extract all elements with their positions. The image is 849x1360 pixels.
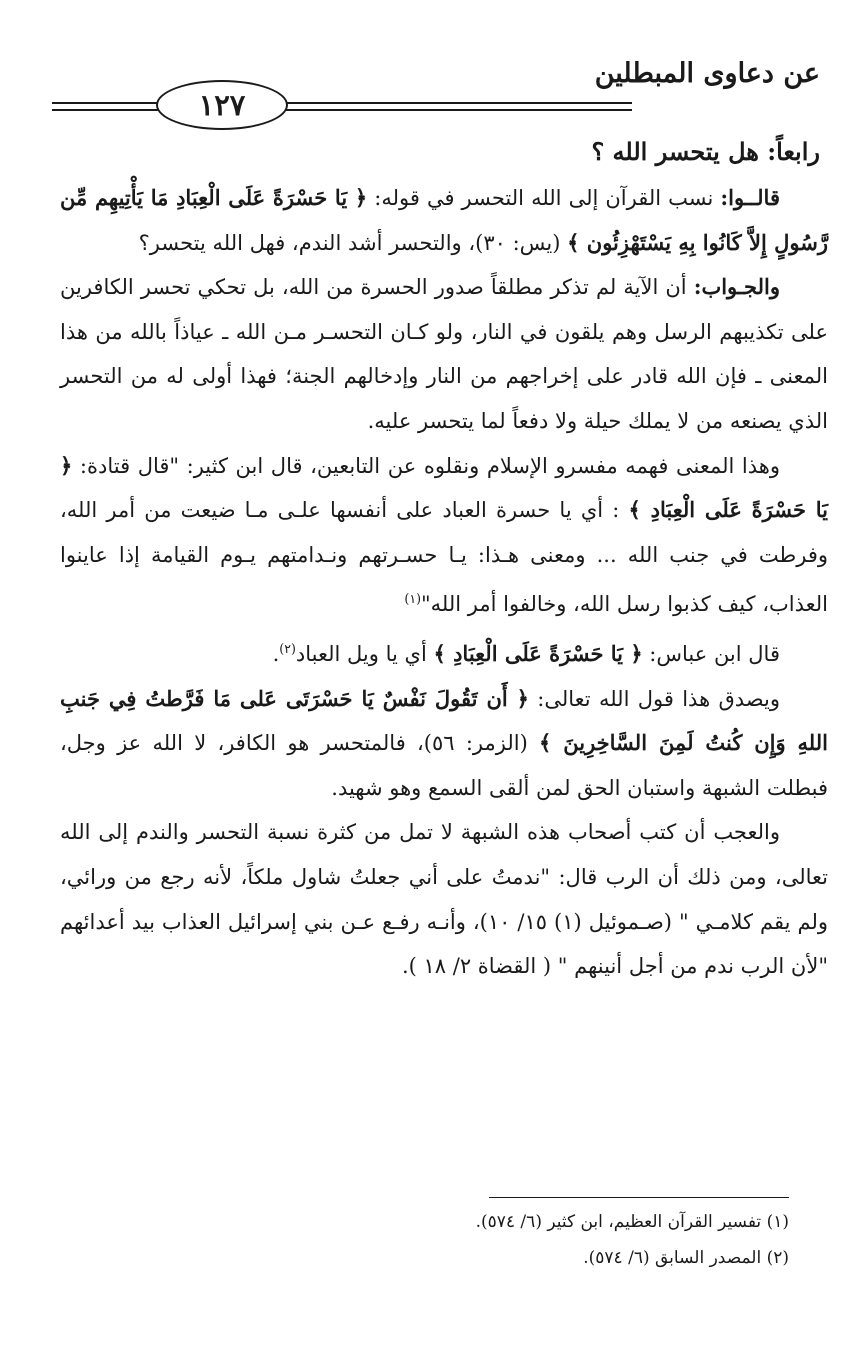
quran-verse-short: ﴿ يَا حَسْرَةً عَلَى الْعِبَادِ ﴾ [60,452,828,523]
page-header [52,56,834,122]
ibn-abbas-text-b: أي يا ويل العباد [295,641,434,666]
footnotes [21,1204,789,1276]
main-text [60,128,828,989]
footnote-1: (١) تفسير القرآن العظيم، ابن كثير (٦/ ٥٧٤). [475,1212,789,1232]
answer-lead: والجـواب: [693,274,780,300]
ibn-kathir-text-b: : أي يا حسرة العباد على أنفسها علـى مـا ضيعت من أمر الله، وفرطت في جنب الله ... ومعنى هـذا: يـا حسـرتهم ونـدامتهم يـوم القيامة إذا عاينوا العذاب، كيف كذبوا رسل الله، وخالفوا أمر الله" [60,498,828,617]
footnote-2: (٢) المصدر السابق (٦/ ٥٧٤). [583,1248,789,1268]
ibn-abbas-text-a: قال ابن عباس: [642,641,780,666]
paragraph-confirmation [60,677,828,811]
paragraph-claim [60,176,828,265]
footnote-ref-1[interactable]: (١) [404,591,422,607]
footnote-separator [489,1197,789,1198]
quran-verse-zumar: ﴿ أَن تَقُولَ نَفْسٌ يَا حَسْرَتَى عَلى مَا فَرَّطتُ فِي جَنبِ اللهِ وَإِن كُنتُ لَمِنَ السَّاخِرِينَ ﴾ [60,685,828,756]
paragraph-bible-citations [60,810,828,988]
header-rule-bottom [52,109,632,111]
quran-verse-yasin: ﴿ يَا حَسْرَةً عَلَى الْعِبَادِ مَا يَأْتِيهِم مِّن رَّسُولٍ إِلاَّ كَانُوا بِهِ يَسْتَهْزِئُون ﴾ [60,185,828,255]
ibn-abbas-text-c: . [272,641,280,666]
claim-text-a: نسب القرآن إلى الله التحسر في قوله: [367,186,721,210]
paragraph-answer [60,265,828,443]
running-title: عن دعاوى المبطلين [594,58,820,89]
section-heading: رابعاً: هل يتحسر الله ؟ [591,137,820,166]
paragraph-ibn-abbas [60,627,828,677]
paragraph-ibn-kathir [60,444,828,627]
bible-citations-text: والعجب أن كتب أصحاب هذه الشبهة لا تمل من كثرة نسبة التحسر والندم إلى الله تعالى، ومن ذلك أن الرب قال: "ندمتُ على أني جعلتُ شاول ملكاً، لأنه رجع من ورائي، ولم يقم كلامـي " (صـموئيل (١) ١٥/ ١٠)، وأنـه رفـع عـن بني إسرائيل العذاب بيد أعدائهم "لأن الرب ندم من أجل أنينهم " ( القضاة ٢/ ١٨ ). [60,820,828,979]
ibn-kathir-text-a: وهذا المعنى فهمه مفسرو الإسلام ونقلوه عن التابعين، قال ابن كثير: "قال قتادة: [72,453,780,478]
answer-text: أن الآية لم تذكر مطلقاً صدور الحسرة من الله، بل تحكي تحسر الكافرين على تكذيبهم الرسل وهم يلقون في النار، ولو كـان التحسـر مـن الله ـ عياذاً بالله من هذا المعنى ـ فإن الله قادر على إخراجهم من النار وإدخالهم الجنة؛ فهذا أولى له من التحسر الذي يصنعه من لا يملك حيلة ولا دفعاً لما يتحسر عليه. [60,275,828,433]
confirmation-text-b: (الزمر: ٥٦)، فالمتحسر هو الكافر، لا الله عز وجل، فبطلت الشبهة واستبان الحق لمن ألقى السمع وهو شهيد. [60,731,828,800]
claim-lead: قالــوا: [720,185,780,210]
header-rule-top [52,102,632,104]
page-number: ١٢٧ [156,80,288,130]
confirmation-text-a: ويصدق هذا قول الله تعالى: [528,686,780,711]
quran-verse-short-2: ﴿ يَا حَسْرَةً عَلَى الْعِبَادِ ﴾ [433,640,643,666]
claim-text-b: (يس: ٣٠)، والتحسر أشد الندم، فهل الله يتحسر؟ [138,230,568,255]
footnote-ref-2[interactable]: (٢) [279,640,296,656]
